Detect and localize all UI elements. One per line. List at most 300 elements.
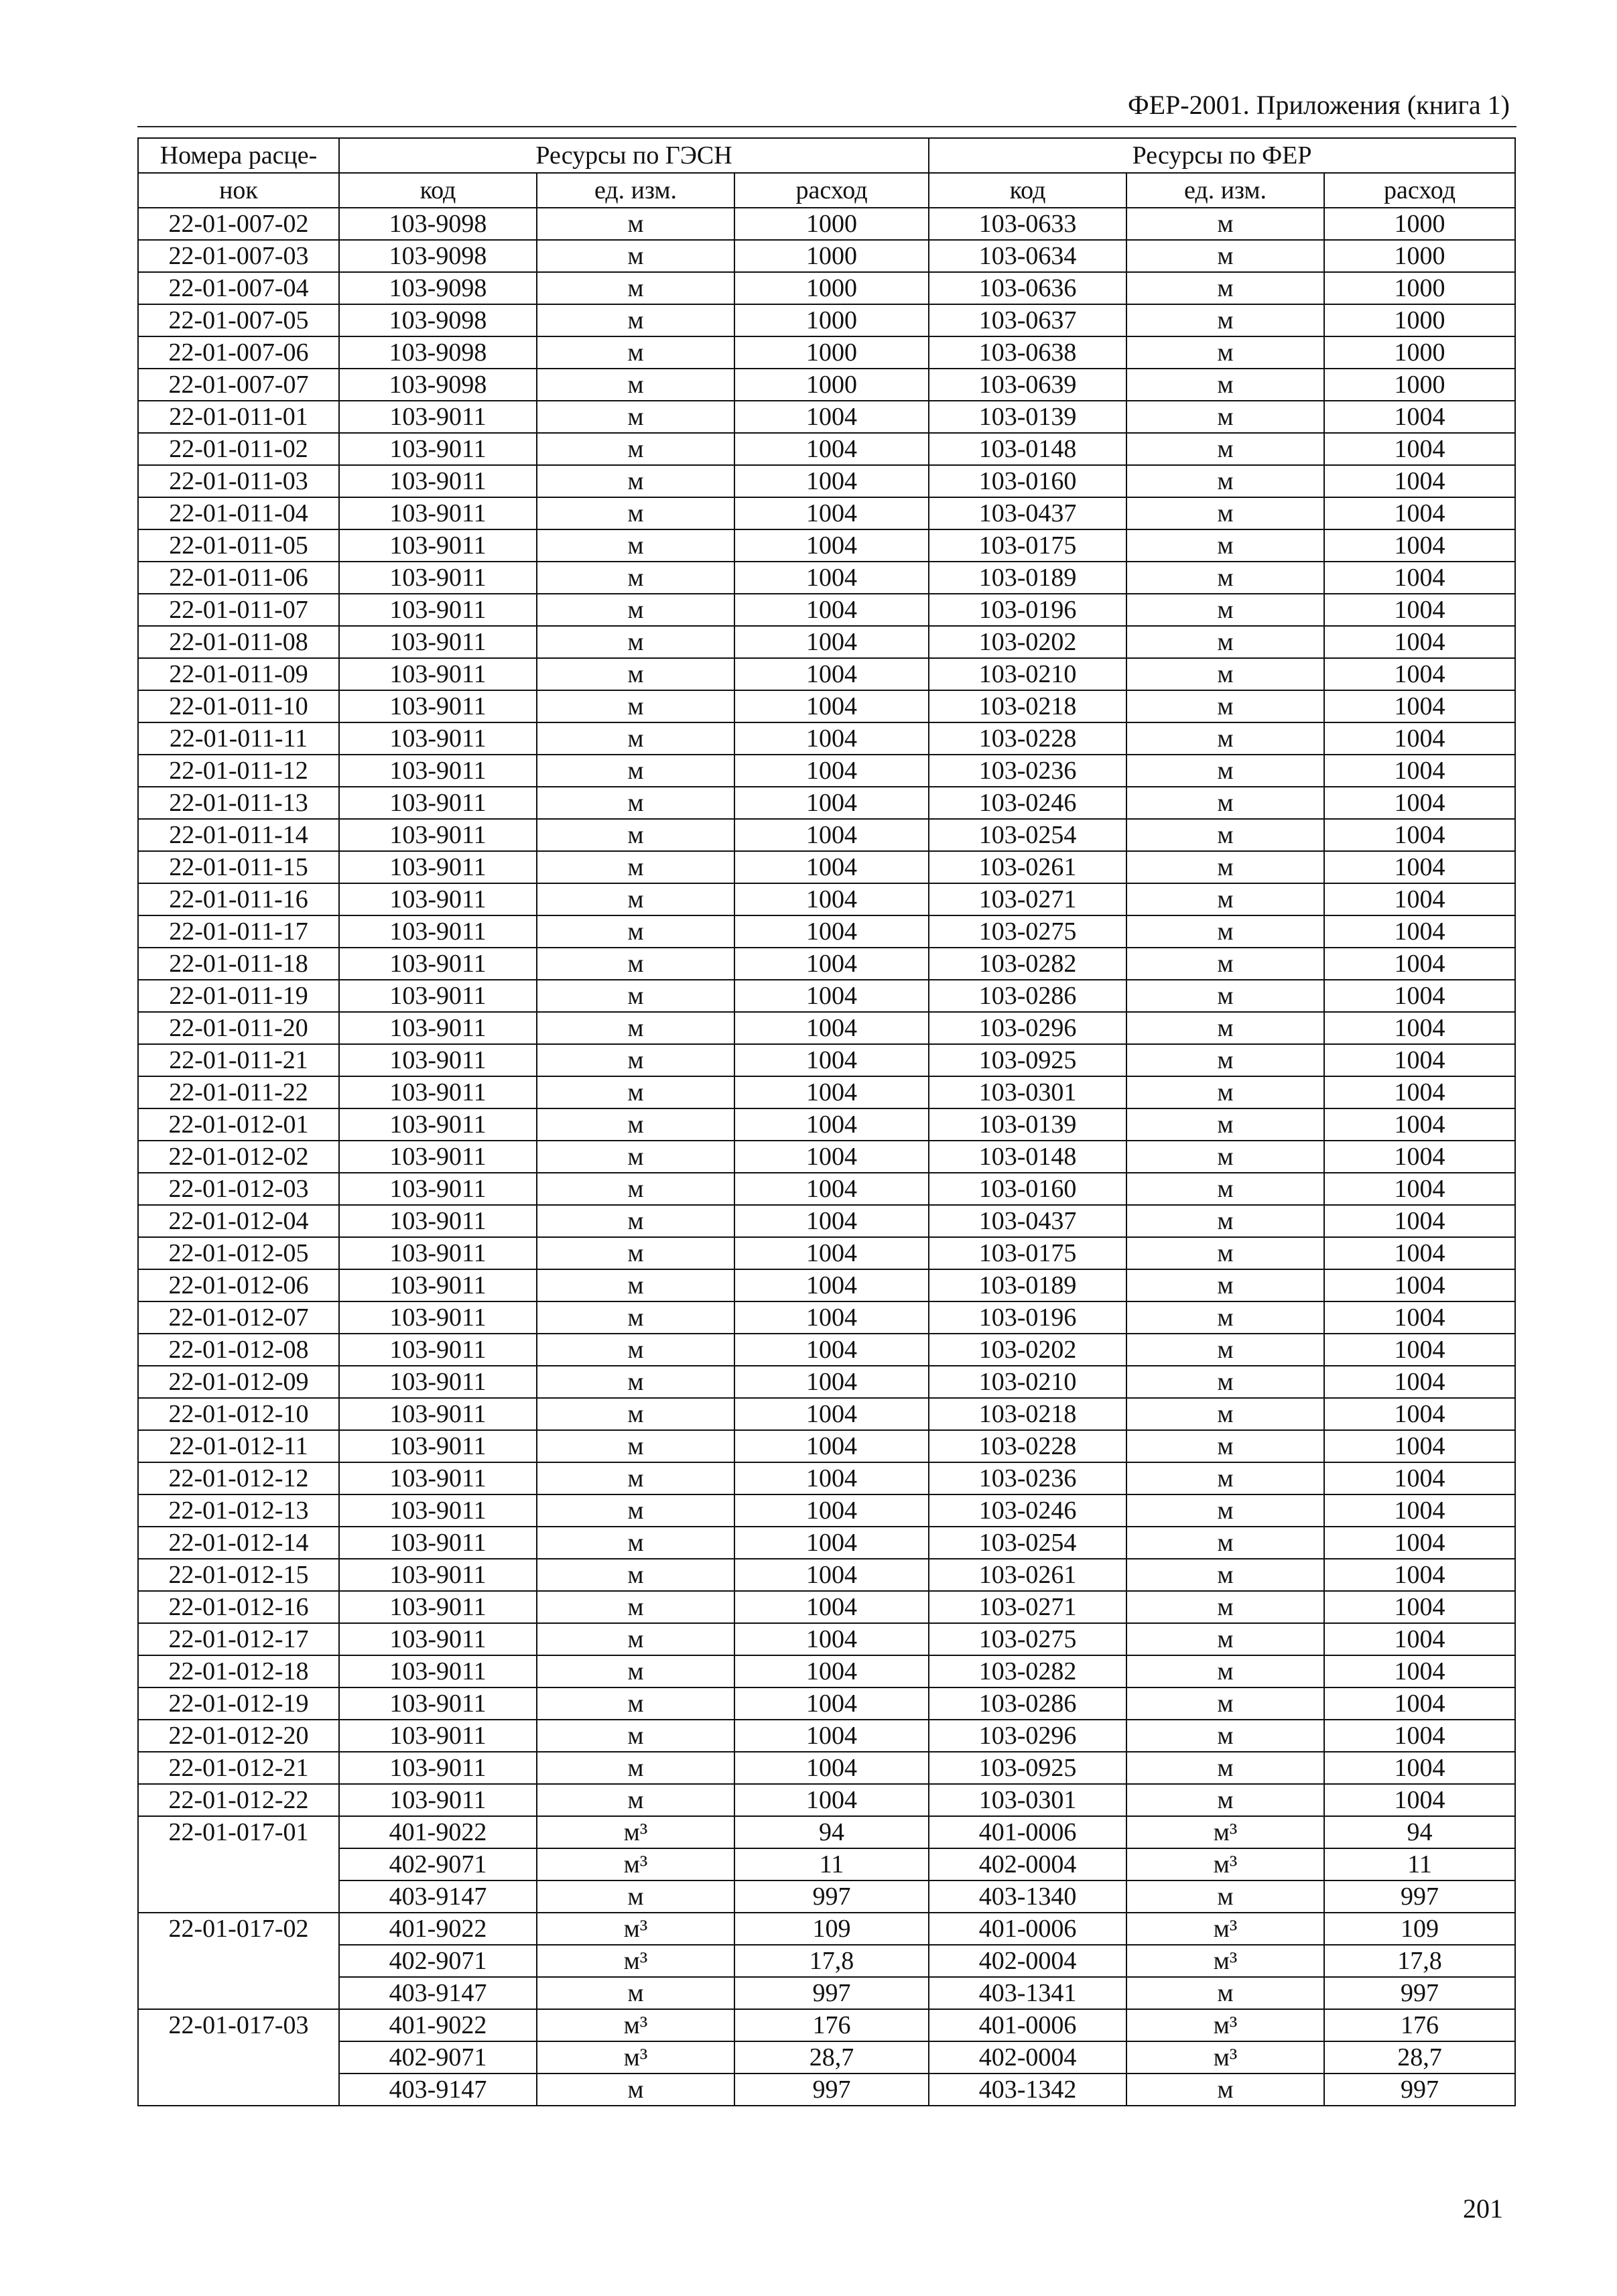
cell-rate-number: 22-01-012-10 xyxy=(138,1398,339,1430)
cell-fer-unit: м xyxy=(1126,1012,1324,1044)
cell-fer-code: 103-0254 xyxy=(929,1527,1126,1559)
cell-fer-code: 103-0633 xyxy=(929,208,1126,240)
table-row xyxy=(138,948,1515,980)
cell-gesn-code: 103-9011 xyxy=(339,433,537,465)
cell-fer-code: 103-0301 xyxy=(929,1076,1126,1108)
table-row xyxy=(138,722,1515,755)
cell-fer-code: 103-0218 xyxy=(929,690,1126,722)
cell-gesn-code: 103-9011 xyxy=(339,755,537,787)
cell-rate-number: 22-01-012-15 xyxy=(138,1559,339,1591)
cell-gesn-unit: м xyxy=(537,1269,734,1301)
cell-gesn-qty: 1004 xyxy=(734,465,929,497)
cell-gesn-qty: 1004 xyxy=(734,1655,929,1687)
cell-fer-code: 103-0282 xyxy=(929,948,1126,980)
cell-fer-unit: м xyxy=(1126,594,1324,626)
cell-rate-number: 22-01-011-18 xyxy=(138,948,339,980)
cell-fer-qty: 1004 xyxy=(1324,1173,1515,1205)
cell-fer-code: 103-0254 xyxy=(929,819,1126,851)
cell-fer-qty: 1004 xyxy=(1324,594,1515,626)
cell-fer-qty: 1004 xyxy=(1324,658,1515,690)
cell-fer-qty: 1004 xyxy=(1324,497,1515,529)
cell-fer-code: 103-0261 xyxy=(929,1559,1126,1591)
cell-fer-unit: м xyxy=(1126,529,1324,562)
cell-gesn-unit: м xyxy=(537,1687,734,1720)
cell-gesn-code: 103-9011 xyxy=(339,722,537,755)
cell-fer-code: 103-0160 xyxy=(929,465,1126,497)
cell-fer-code: 103-0301 xyxy=(929,1784,1126,1816)
cell-gesn-code: 103-9011 xyxy=(339,1237,537,1269)
cell-fer-qty: 1000 xyxy=(1324,208,1515,240)
cell-rate-number: 22-01-007-07 xyxy=(138,369,339,401)
cell-gesn-unit: м³ xyxy=(537,1848,734,1880)
cell-fer-qty: 1004 xyxy=(1324,465,1515,497)
cell-fer-qty: 1004 xyxy=(1324,1301,1515,1334)
table-row xyxy=(138,1623,1515,1655)
cell-gesn-code: 103-9011 xyxy=(339,1752,537,1784)
table-row xyxy=(138,1076,1515,1108)
table-row xyxy=(138,1720,1515,1752)
cell-gesn-unit: м xyxy=(537,883,734,915)
cell-fer-code: 103-0202 xyxy=(929,1334,1126,1366)
cell-fer-qty: 1004 xyxy=(1324,562,1515,594)
cell-fer-code: 103-0437 xyxy=(929,1205,1126,1237)
cell-gesn-code: 103-9011 xyxy=(339,401,537,433)
table-row xyxy=(138,1012,1515,1044)
table-row xyxy=(138,1334,1515,1366)
cell-gesn-qty: 1004 xyxy=(734,1237,929,1269)
cell-rate-number: 22-01-011-22 xyxy=(138,1076,339,1108)
cell-gesn-unit: м xyxy=(537,1591,734,1623)
cell-fer-code: 103-0246 xyxy=(929,787,1126,819)
table-row xyxy=(138,2074,1515,2106)
cell-rate-number: 22-01-012-18 xyxy=(138,1655,339,1687)
cell-gesn-code: 103-9011 xyxy=(339,1527,537,1559)
cell-fer-unit: м xyxy=(1126,304,1324,336)
table-row xyxy=(138,433,1515,465)
cell-rate-number: 22-01-011-13 xyxy=(138,787,339,819)
cell-gesn-code: 103-9011 xyxy=(339,915,537,948)
cell-gesn-code: 103-9098 xyxy=(339,304,537,336)
cell-fer-unit: м xyxy=(1126,626,1324,658)
cell-gesn-unit: м xyxy=(537,1494,734,1527)
cell-gesn-code: 103-9011 xyxy=(339,1012,537,1044)
cell-gesn-unit: м xyxy=(537,1655,734,1687)
cell-gesn-unit: м xyxy=(537,240,734,272)
cell-fer-qty: 1004 xyxy=(1324,1076,1515,1108)
cell-fer-qty: 1004 xyxy=(1324,1527,1515,1559)
cell-fer-unit: м xyxy=(1126,1430,1324,1462)
cell-gesn-unit: м xyxy=(537,819,734,851)
cell-gesn-unit: м xyxy=(537,1334,734,1366)
cell-gesn-unit: м xyxy=(537,304,734,336)
cell-fer-unit: м xyxy=(1126,401,1324,433)
header-gesn-qty: расход xyxy=(734,173,929,208)
cell-fer-code: 103-0210 xyxy=(929,658,1126,690)
cell-fer-unit: м³ xyxy=(1126,1848,1324,1880)
cell-fer-unit: м xyxy=(1126,208,1324,240)
header-fer-code: код xyxy=(929,173,1126,208)
cell-gesn-unit: м xyxy=(537,1398,734,1430)
cell-fer-qty: 1000 xyxy=(1324,304,1515,336)
cell-fer-code: 103-0286 xyxy=(929,980,1126,1012)
cell-gesn-qty: 1004 xyxy=(734,1623,929,1655)
cell-rate-number: 22-01-017-03 xyxy=(138,2009,339,2106)
header-fer-unit: ед. изм. xyxy=(1126,173,1324,208)
cell-gesn-qty: 1004 xyxy=(734,1462,929,1494)
cell-gesn-code: 402-9071 xyxy=(339,2041,537,2074)
table-row xyxy=(138,1977,1515,2009)
cell-fer-code: 103-0139 xyxy=(929,401,1126,433)
table-row xyxy=(138,369,1515,401)
cell-gesn-unit: м xyxy=(537,497,734,529)
cell-rate-number: 22-01-017-01 xyxy=(138,1816,339,1913)
cell-gesn-unit: м xyxy=(537,1108,734,1141)
cell-gesn-qty: 1000 xyxy=(734,272,929,304)
cell-fer-code: 103-0638 xyxy=(929,336,1126,369)
cell-fer-code: 103-0246 xyxy=(929,1494,1126,1527)
cell-fer-code: 103-0189 xyxy=(929,1269,1126,1301)
cell-gesn-qty: 1000 xyxy=(734,240,929,272)
cell-fer-unit: м xyxy=(1126,1398,1324,1430)
cell-gesn-qty: 1004 xyxy=(734,1591,929,1623)
cell-rate-number: 22-01-012-11 xyxy=(138,1430,339,1462)
cell-gesn-code: 103-9011 xyxy=(339,1655,537,1687)
cell-gesn-qty: 1004 xyxy=(734,851,929,883)
cell-fer-unit: м xyxy=(1126,915,1324,948)
cell-fer-unit: м xyxy=(1126,722,1324,755)
cell-fer-code: 103-0148 xyxy=(929,433,1126,465)
cell-gesn-qty: 1004 xyxy=(734,1301,929,1334)
cell-gesn-qty: 1004 xyxy=(734,1044,929,1076)
table-row xyxy=(138,980,1515,1012)
cell-fer-unit: м³ xyxy=(1126,2041,1324,2074)
cell-gesn-code: 103-9011 xyxy=(339,1334,537,1366)
cell-gesn-qty: 11 xyxy=(734,1848,929,1880)
cell-gesn-code: 103-9011 xyxy=(339,594,537,626)
cell-gesn-unit: м xyxy=(537,1462,734,1494)
cell-fer-unit: м xyxy=(1126,1237,1324,1269)
cell-gesn-code: 103-9098 xyxy=(339,336,537,369)
cell-gesn-unit: м³ xyxy=(537,2041,734,2074)
cell-fer-code: 103-0228 xyxy=(929,1430,1126,1462)
cell-fer-unit: м xyxy=(1126,851,1324,883)
cell-gesn-unit: м xyxy=(537,1076,734,1108)
table-header-row-1 xyxy=(138,138,1515,173)
cell-gesn-qty: 997 xyxy=(734,2074,929,2106)
cell-fer-unit: м xyxy=(1126,1720,1324,1752)
cell-fer-qty: 28,7 xyxy=(1324,2041,1515,2074)
cell-fer-qty: 1004 xyxy=(1324,1205,1515,1237)
cell-gesn-qty: 1004 xyxy=(734,1173,929,1205)
table-row xyxy=(138,336,1515,369)
cell-gesn-code: 402-9071 xyxy=(339,1848,537,1880)
cell-gesn-unit: м xyxy=(537,1141,734,1173)
cell-rate-number: 22-01-012-12 xyxy=(138,1462,339,1494)
cell-fer-qty: 1004 xyxy=(1324,1012,1515,1044)
cell-rate-number: 22-01-011-19 xyxy=(138,980,339,1012)
cell-fer-qty: 1004 xyxy=(1324,1687,1515,1720)
cell-gesn-code: 103-9011 xyxy=(339,1205,537,1237)
cell-fer-qty: 1004 xyxy=(1324,1044,1515,1076)
cell-gesn-unit: м xyxy=(537,1752,734,1784)
cell-fer-qty: 1004 xyxy=(1324,433,1515,465)
cell-gesn-code: 103-9011 xyxy=(339,1366,537,1398)
cell-gesn-unit: м xyxy=(537,1205,734,1237)
table-row xyxy=(138,1880,1515,1913)
cell-gesn-code: 103-9011 xyxy=(339,562,537,594)
cell-gesn-qty: 1004 xyxy=(734,1012,929,1044)
cell-gesn-code: 103-9098 xyxy=(339,208,537,240)
cell-gesn-code: 103-9011 xyxy=(339,883,537,915)
cell-gesn-code: 103-9011 xyxy=(339,1301,537,1334)
cell-fer-code: 103-0634 xyxy=(929,240,1126,272)
cell-gesn-qty: 17,8 xyxy=(734,1945,929,1977)
header-numbers-line1: Номера расце- xyxy=(138,138,339,173)
cell-gesn-qty: 1004 xyxy=(734,658,929,690)
cell-rate-number: 22-01-011-03 xyxy=(138,465,339,497)
cell-gesn-code: 401-9022 xyxy=(339,2009,537,2041)
cell-rate-number: 22-01-011-20 xyxy=(138,1012,339,1044)
cell-fer-qty: 1004 xyxy=(1324,819,1515,851)
cell-fer-code: 401-0006 xyxy=(929,1816,1126,1848)
cell-fer-unit: м xyxy=(1126,497,1324,529)
cell-fer-qty: 1004 xyxy=(1324,529,1515,562)
cell-rate-number: 22-01-012-16 xyxy=(138,1591,339,1623)
cell-gesn-unit: м xyxy=(537,1044,734,1076)
cell-gesn-unit: м xyxy=(537,948,734,980)
table-row xyxy=(138,1462,1515,1494)
cell-rate-number: 22-01-012-05 xyxy=(138,1237,339,1269)
cell-fer-code: 402-0004 xyxy=(929,2041,1126,2074)
cell-gesn-unit: м xyxy=(537,208,734,240)
cell-fer-code: 402-0004 xyxy=(929,1848,1126,1880)
cell-gesn-qty: 1004 xyxy=(734,1269,929,1301)
cell-gesn-qty: 1004 xyxy=(734,1366,929,1398)
cell-fer-code: 103-0228 xyxy=(929,722,1126,755)
table-row xyxy=(138,1752,1515,1784)
cell-gesn-qty: 1004 xyxy=(734,787,929,819)
table-row xyxy=(138,1848,1515,1880)
cell-fer-unit: м xyxy=(1126,1269,1324,1301)
cell-fer-qty: 1004 xyxy=(1324,1269,1515,1301)
cell-fer-code: 401-0006 xyxy=(929,2009,1126,2041)
cell-fer-code: 103-0218 xyxy=(929,1398,1126,1430)
cell-fer-unit: м xyxy=(1126,240,1324,272)
header-gesn-code: код xyxy=(339,173,537,208)
cell-gesn-unit: м xyxy=(537,1173,734,1205)
cell-rate-number: 22-01-012-19 xyxy=(138,1687,339,1720)
cell-fer-code: 103-0202 xyxy=(929,626,1126,658)
cell-gesn-code: 403-9147 xyxy=(339,2074,537,2106)
cell-gesn-unit: м xyxy=(537,529,734,562)
cell-fer-unit: м xyxy=(1126,883,1324,915)
table-row xyxy=(138,787,1515,819)
cell-rate-number: 22-01-012-14 xyxy=(138,1527,339,1559)
cell-rate-number: 22-01-007-05 xyxy=(138,304,339,336)
cell-fer-qty: 1004 xyxy=(1324,755,1515,787)
cell-fer-unit: м xyxy=(1126,1205,1324,1237)
cell-fer-unit: м xyxy=(1126,1044,1324,1076)
cell-gesn-qty: 1004 xyxy=(734,1205,929,1237)
cell-fer-unit: м xyxy=(1126,1173,1324,1205)
cell-fer-qty: 1004 xyxy=(1324,690,1515,722)
cell-fer-unit: м xyxy=(1126,1076,1324,1108)
table-row xyxy=(138,1269,1515,1301)
cell-gesn-qty: 1004 xyxy=(734,497,929,529)
cell-fer-code: 403-1340 xyxy=(929,1880,1126,1913)
cell-gesn-code: 103-9011 xyxy=(339,1141,537,1173)
header-gesn-unit: ед. изм. xyxy=(537,173,734,208)
cell-rate-number: 22-01-011-05 xyxy=(138,529,339,562)
table-row xyxy=(138,1559,1515,1591)
cell-fer-unit: м xyxy=(1126,1494,1324,1527)
cell-gesn-qty: 997 xyxy=(734,1880,929,1913)
cell-fer-qty: 1004 xyxy=(1324,915,1515,948)
cell-gesn-unit: м xyxy=(537,1559,734,1591)
cell-gesn-code: 103-9011 xyxy=(339,1720,537,1752)
cell-rate-number: 22-01-011-12 xyxy=(138,755,339,787)
cell-gesn-code: 401-9022 xyxy=(339,1913,537,1945)
cell-fer-qty: 1004 xyxy=(1324,1752,1515,1784)
cell-rate-number: 22-01-011-08 xyxy=(138,626,339,658)
cell-gesn-code: 103-9011 xyxy=(339,626,537,658)
cell-rate-number: 22-01-011-02 xyxy=(138,433,339,465)
cell-fer-qty: 1004 xyxy=(1324,722,1515,755)
cell-gesn-qty: 1004 xyxy=(734,1334,929,1366)
cell-fer-code: 402-0004 xyxy=(929,1945,1126,1977)
cell-fer-qty: 1004 xyxy=(1324,1720,1515,1752)
cell-fer-qty: 1000 xyxy=(1324,336,1515,369)
cell-gesn-unit: м xyxy=(537,2074,734,2106)
cell-gesn-unit: м xyxy=(537,336,734,369)
cell-gesn-code: 103-9011 xyxy=(339,1623,537,1655)
cell-fer-unit: м xyxy=(1126,1527,1324,1559)
cell-gesn-unit: м xyxy=(537,980,734,1012)
cell-fer-code: 103-0637 xyxy=(929,304,1126,336)
cell-gesn-qty: 1004 xyxy=(734,1720,929,1752)
cell-gesn-qty: 1004 xyxy=(734,433,929,465)
cell-rate-number: 22-01-011-09 xyxy=(138,658,339,690)
table-row xyxy=(138,1527,1515,1559)
cell-gesn-code: 103-9011 xyxy=(339,1591,537,1623)
table-row xyxy=(138,690,1515,722)
cell-fer-unit: м xyxy=(1126,1591,1324,1623)
cell-gesn-qty: 1004 xyxy=(734,1141,929,1173)
cell-gesn-qty: 28,7 xyxy=(734,2041,929,2074)
cell-gesn-unit: м xyxy=(537,465,734,497)
cell-gesn-code: 103-9098 xyxy=(339,240,537,272)
cell-gesn-code: 403-9147 xyxy=(339,1977,537,2009)
cell-gesn-unit: м xyxy=(537,658,734,690)
cell-gesn-qty: 1000 xyxy=(734,336,929,369)
cell-rate-number: 22-01-011-10 xyxy=(138,690,339,722)
cell-rate-number: 22-01-011-16 xyxy=(138,883,339,915)
cell-gesn-code: 401-9022 xyxy=(339,1816,537,1848)
cell-rate-number: 22-01-012-22 xyxy=(138,1784,339,1816)
cell-rate-number: 22-01-011-14 xyxy=(138,819,339,851)
cell-fer-unit: м xyxy=(1126,1301,1324,1334)
cell-gesn-qty: 176 xyxy=(734,2009,929,2041)
cell-fer-unit: м xyxy=(1126,690,1324,722)
cell-rate-number: 22-01-012-17 xyxy=(138,1623,339,1655)
document-header-title: ФЕР-2001. Приложения (книга 1) xyxy=(1128,90,1510,120)
cell-gesn-qty: 1000 xyxy=(734,304,929,336)
table-row xyxy=(138,1398,1515,1430)
cell-rate-number: 22-01-012-01 xyxy=(138,1108,339,1141)
cell-gesn-qty: 1004 xyxy=(734,594,929,626)
cell-gesn-qty: 1004 xyxy=(734,1559,929,1591)
cell-gesn-code: 103-9011 xyxy=(339,1398,537,1430)
cell-rate-number: 22-01-007-06 xyxy=(138,336,339,369)
cell-gesn-qty: 1004 xyxy=(734,1752,929,1784)
resources-table xyxy=(137,137,1516,2106)
cell-gesn-code: 103-9098 xyxy=(339,369,537,401)
cell-gesn-qty: 1004 xyxy=(734,1527,929,1559)
table-row xyxy=(138,1301,1515,1334)
cell-gesn-qty: 1004 xyxy=(734,1494,929,1527)
cell-gesn-code: 103-9011 xyxy=(339,465,537,497)
cell-rate-number: 22-01-017-02 xyxy=(138,1913,339,2009)
table-row xyxy=(138,1430,1515,1462)
cell-fer-unit: м xyxy=(1126,948,1324,980)
cell-fer-unit: м xyxy=(1126,1141,1324,1173)
cell-gesn-unit: м xyxy=(537,690,734,722)
cell-fer-code: 103-0296 xyxy=(929,1012,1126,1044)
cell-fer-unit: м xyxy=(1126,819,1324,851)
cell-fer-qty: 1004 xyxy=(1324,787,1515,819)
cell-gesn-unit: м xyxy=(537,722,734,755)
cell-gesn-unit: м xyxy=(537,401,734,433)
cell-rate-number: 22-01-012-06 xyxy=(138,1269,339,1301)
cell-fer-qty: 1000 xyxy=(1324,240,1515,272)
cell-gesn-qty: 1004 xyxy=(734,626,929,658)
cell-fer-unit: м xyxy=(1126,1655,1324,1687)
table-row xyxy=(138,1816,1515,1848)
cell-gesn-unit: м xyxy=(537,1430,734,1462)
cell-gesn-qty: 1004 xyxy=(734,755,929,787)
cell-fer-code: 103-0236 xyxy=(929,755,1126,787)
cell-fer-qty: 11 xyxy=(1324,1848,1515,1880)
table-row xyxy=(138,819,1515,851)
table-row xyxy=(138,1494,1515,1527)
cell-fer-unit: м xyxy=(1126,1784,1324,1816)
cell-gesn-qty: 1004 xyxy=(734,529,929,562)
cell-fer-qty: 1004 xyxy=(1324,1623,1515,1655)
cell-gesn-code: 103-9011 xyxy=(339,1494,537,1527)
cell-fer-code: 103-0139 xyxy=(929,1108,1126,1141)
table-row xyxy=(138,1366,1515,1398)
cell-rate-number: 22-01-012-21 xyxy=(138,1752,339,1784)
cell-gesn-code: 103-9011 xyxy=(339,819,537,851)
cell-rate-number: 22-01-012-20 xyxy=(138,1720,339,1752)
cell-gesn-unit: м³ xyxy=(537,1945,734,1977)
cell-gesn-code: 103-9011 xyxy=(339,1784,537,1816)
header-gesn-group: Ресурсы по ГЭСН xyxy=(339,138,929,173)
table-row xyxy=(138,1205,1515,1237)
cell-gesn-qty: 1004 xyxy=(734,722,929,755)
header-numbers-line2: нок xyxy=(138,173,339,208)
cell-gesn-qty: 1004 xyxy=(734,1108,929,1141)
cell-fer-qty: 997 xyxy=(1324,1977,1515,2009)
table-row xyxy=(138,1141,1515,1173)
table-row xyxy=(138,1591,1515,1623)
cell-fer-unit: м xyxy=(1126,1687,1324,1720)
table-header-row-2 xyxy=(138,173,1515,208)
cell-fer-unit: м xyxy=(1126,755,1324,787)
cell-fer-unit: м xyxy=(1126,369,1324,401)
cell-fer-code: 103-0261 xyxy=(929,851,1126,883)
cell-fer-qty: 1004 xyxy=(1324,1784,1515,1816)
